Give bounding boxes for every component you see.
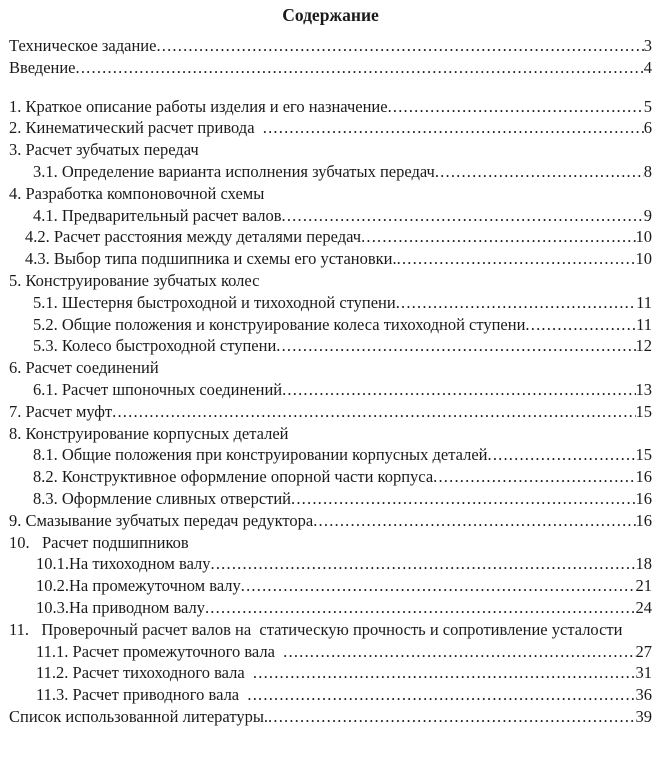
entry-label: 1. Краткое описание работы изделия и его назначение [9, 96, 388, 116]
entry-label: 4. Разработка компоновочной схемы [9, 183, 265, 203]
entry-label: 5.2. Общие положения и конструирование колеса тихоходной ступени [33, 314, 526, 334]
dot-leader [396, 292, 636, 314]
entry-label: 6.1. Расчет шпоночных соединений [33, 379, 283, 399]
entry-label: 9. Смазывание зубчатых передач редуктора [9, 510, 314, 530]
toc-entry [9, 444, 652, 466]
toc-entry [9, 35, 652, 57]
page-number: 27 [635, 641, 652, 661]
entry-label: 4.3. Выбор типа подшипника и схемы его установки. [25, 249, 397, 269]
entry-label: 11.1. Расчет промежуточного вала [36, 641, 284, 661]
entry-label: 5.3. Колесо быстроходной ступени [33, 336, 277, 356]
page-number: 16 [635, 510, 652, 530]
toc-entry [9, 226, 652, 248]
entry-label: 10.1.На тихоходном валу [36, 554, 211, 574]
dot-leader [276, 335, 635, 357]
page-number: 3 [643, 36, 652, 55]
entry-label: 3.1. Определение варианта исполнения зубчатых передач [33, 161, 435, 181]
entry-label: 10. Расчет подшипников [9, 532, 189, 552]
page-number: 5 [643, 96, 652, 116]
toc-entry [9, 488, 652, 510]
toc-entry [9, 117, 652, 139]
toc-entry [9, 466, 652, 488]
page-number: 8 [643, 161, 652, 181]
toc-entry [9, 706, 652, 728]
dot-leader [388, 96, 644, 118]
dot-leader [282, 379, 635, 401]
page-number: 6 [643, 118, 652, 138]
dot-leader [112, 401, 635, 423]
page-title: Содержание [282, 5, 379, 25]
dot-leader [282, 205, 644, 227]
toc-entry [9, 553, 652, 575]
toc-entry [9, 575, 652, 597]
page-number: 11 [636, 314, 652, 334]
toc-entry [9, 619, 652, 641]
dot-leader [268, 706, 635, 728]
dot-leader [211, 553, 636, 575]
page-number: 9 [643, 205, 652, 225]
toc-entry [9, 684, 652, 706]
dot-leader [433, 466, 635, 488]
dot-leader [76, 57, 644, 79]
dot-leader [291, 488, 635, 510]
page-number: 39 [635, 706, 652, 726]
page-number: 10 [635, 227, 652, 247]
dot-leader [253, 662, 636, 684]
entry-label: 8. Конструирование корпусных деталей [9, 423, 289, 443]
toc-entry [9, 662, 652, 684]
toc-entry [9, 248, 652, 270]
toc-entry [9, 597, 652, 619]
dot-leader [397, 248, 636, 270]
dot-leader [313, 510, 635, 532]
entry-label: 5.1. Шестерня быстроходной и тихоходной ступени [33, 292, 396, 312]
page-number: 18 [635, 554, 652, 574]
entry-label: 11.2. Расчет тихоходного вала [36, 663, 253, 683]
toc-entry [9, 510, 652, 532]
page-number: 31 [635, 663, 652, 683]
dot-leader [435, 161, 644, 183]
toc-entry [9, 423, 652, 445]
page-number: 24 [635, 597, 652, 617]
page-number: 4 [643, 57, 652, 77]
dot-leader [361, 226, 635, 248]
page-number: 10 [635, 249, 652, 269]
entry-label: 6. Расчет соединений [9, 358, 159, 378]
dot-leader [156, 35, 643, 57]
dot-leader [283, 641, 635, 663]
dot-leader [488, 444, 636, 466]
entry-label: 8.2. Конструктивное оформление опорной части корпуса [33, 467, 434, 487]
entry-label: 7. Расчет муфт [9, 401, 113, 421]
page-number: 16 [635, 467, 652, 487]
toc-entry [9, 379, 652, 401]
entry-label: 4.1. Предварительный расчет валов [33, 205, 282, 225]
page-number: 12 [635, 336, 652, 356]
dot-leader [525, 314, 636, 336]
toc-entry [9, 314, 652, 336]
toc-entry [9, 139, 652, 161]
page-number: 11 [636, 292, 652, 312]
toc-entry [9, 401, 652, 423]
entry-label: Список использованной литературы. [9, 706, 269, 726]
entry-label: 2. Кинематический расчет привода [9, 118, 263, 138]
toc-entry [9, 205, 652, 227]
entry-label: 8.1. Общие положения при конструировании корпусных деталей [33, 445, 488, 465]
toc-list [9, 35, 652, 728]
toc-entry [9, 532, 652, 554]
toc-entry [9, 641, 652, 663]
toc-entry [9, 270, 652, 292]
toc-entry [9, 335, 652, 357]
entry-label: 11.3. Расчет приводного вала [36, 685, 248, 705]
dot-leader [247, 684, 635, 706]
dot-leader [241, 575, 636, 597]
page-number: 15 [635, 401, 652, 421]
entry-label: 10.2.На промежуточном валу [36, 576, 241, 596]
toc-entry [9, 292, 652, 314]
entry-label: 3. Расчет зубчатых передач [9, 140, 199, 160]
entry-label: 5. Конструирование зубчатых колес [9, 270, 260, 290]
toc-entry [9, 183, 652, 205]
page-number: 13 [635, 379, 652, 399]
entry-label: Введение [9, 57, 76, 77]
page-number: 36 [635, 685, 652, 705]
toc-entry [9, 96, 652, 118]
page-number: 21 [635, 576, 652, 596]
entry-label: 11. Проверочный расчет валов на статическую прочность и сопротивление усталости [9, 619, 623, 639]
toc-entry [9, 161, 652, 183]
toc-entry [9, 357, 652, 379]
entry-label: 4.2. Расчет расстояния между деталями передач [25, 227, 362, 247]
toc-entry [9, 57, 652, 79]
page-number: 15 [635, 445, 652, 465]
dot-leader [263, 117, 644, 139]
entry-label: 10.3.На приводном валу [36, 597, 205, 617]
entry-label: Техническое задание [9, 36, 157, 55]
dot-leader [205, 597, 636, 619]
entry-label: 8.3. Оформление сливных отверстий [33, 488, 292, 508]
page-number: 16 [635, 488, 652, 508]
